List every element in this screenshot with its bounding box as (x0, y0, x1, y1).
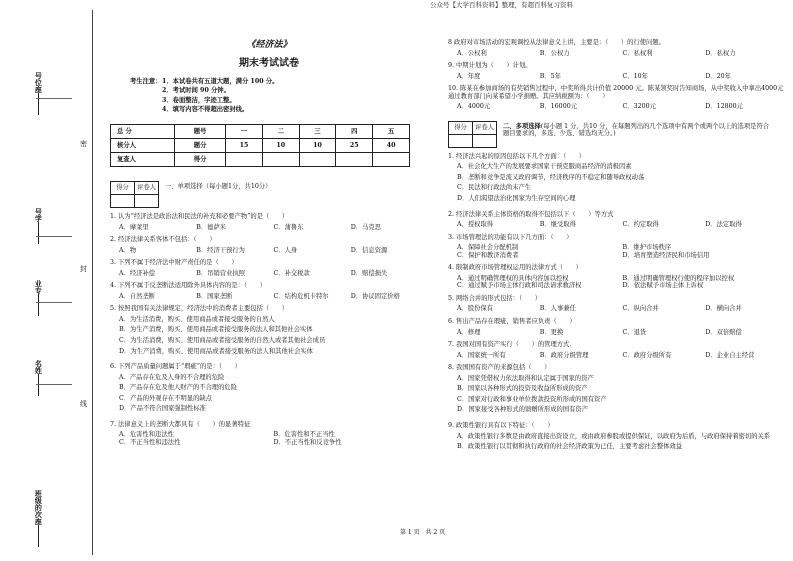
answer-option: B．通过明确管理权行使的程序加以控权 (622, 274, 735, 282)
question-text: 2. 经济法律关系客体不包括：（ ） (110, 236, 216, 244)
seal-char-mi: 密 (80, 140, 87, 148)
answer-option: B．产品存在危及他人财产的不合理的危险 (119, 384, 237, 392)
option-list (119, 247, 428, 255)
option-list (457, 73, 788, 81)
answer-option: B．吊销营业执照 (196, 269, 245, 277)
answer-option: C．补交税款 (273, 269, 310, 277)
option-list (457, 352, 788, 360)
answer-option: A．年度 (457, 72, 481, 80)
question-text: 1. 经济法兴起的原因包括以下几个方面：（ ） (448, 152, 586, 160)
score-table (110, 124, 410, 167)
margin-label-student-id: 号学 (34, 208, 42, 244)
left-question-list (110, 213, 428, 446)
question (448, 234, 788, 260)
question-text: 4. 限制政府市场管理权运用的法律方式（ ） (448, 264, 582, 272)
section-1-title: 一、单项选择（每小题1分，共10分） (165, 182, 272, 190)
answer-option: C．保护和教济消费者 (457, 251, 519, 259)
answer-option: A．危害性和违法性 (119, 431, 174, 439)
answer-option: A．摩莱里 (119, 223, 149, 231)
answer-option: D．横向合并 (705, 305, 742, 313)
question-text: 9. 政策性银行具有以下特征：（ ） (448, 421, 554, 429)
margin-label-seat: 号位座 (34, 72, 42, 115)
question (448, 318, 788, 336)
answer-option: A．社会化大生产的发展要求国家干预克服商品经济的消极因素 (457, 163, 632, 171)
answer-option: D．产品不符合国家强制性标准 (119, 405, 206, 413)
answer-option: D．12800元 (705, 103, 743, 111)
question-text: 9. 中期计划为（ ）计划。 (448, 62, 532, 70)
answer-option: B．政府分级管理 (539, 351, 589, 359)
answer-option: B．德萨米 (196, 223, 227, 231)
right-question-list-2 (448, 153, 788, 454)
answer-option: A．保障社会分配机制 (457, 244, 519, 252)
question-text: 6. 售出产品存在瑕疵，销售者应负责（ ） (448, 318, 576, 326)
question-text: 6. 下列产品质量问题属于“瑕疵”的是：（ ） (110, 363, 241, 371)
margin-label-class: 班级的次座 (34, 490, 42, 547)
answer-option: A．自然垄断 (119, 292, 156, 300)
question (448, 85, 788, 111)
answer-option: A．股份保有 (457, 305, 494, 313)
answer-option: C．纵向合并 (622, 305, 659, 313)
question (448, 341, 788, 359)
answer-option: D．国家接受各种形式的馈赠所形成的国有资产 (457, 406, 588, 414)
question (448, 62, 788, 80)
answer-option: B．国家以各种形式的投资及收益所形成的资产 (457, 385, 588, 393)
table-row: 总 分 题号 一 二 三 四 五 (111, 124, 410, 138)
exam-notes: 考生注意： 1．本试卷共有五道大题，满分 100 分。 2．考试时间 90 分钟。 3．卷面整洁，字迹工整。 4．填写内容不得超出密封线。 (130, 77, 279, 114)
answer-option: C．退货 (622, 328, 647, 336)
option-list (457, 275, 788, 290)
option-list (457, 221, 788, 229)
answer-option: B．经济干预行为 (196, 246, 245, 254)
option-list (119, 270, 428, 278)
question (448, 39, 788, 57)
section-2-title: 二、多项选择(每小题 1 分，共10 分，在每题列出的几个选项中有两个或两个以上的选项是符合题目要求的，多选、少选、错选均无分。) (503, 122, 770, 138)
option-list (457, 329, 788, 337)
answer-option: B．继受取得 (539, 221, 576, 229)
answer-option: B．人事兼任 (539, 305, 576, 313)
question (448, 295, 788, 313)
answer-option: D．私权力 (705, 49, 736, 57)
question (448, 211, 788, 229)
answer-option: D．20年 (705, 72, 731, 80)
question-text: 1. 认为“经济法是政治法和民法的补充和必要产物”的是（ ） (110, 212, 289, 220)
answer-option: A．产品存在危及人身的不合理的危险 (119, 373, 225, 381)
answer-option: D．人们渴望法治化国家为生存空间的心理 (457, 195, 576, 203)
option-list (119, 316, 428, 358)
question (110, 363, 428, 416)
question-text: 3. 下列不属于经济法中财产责任的是（ ） (110, 259, 238, 267)
answer-option: C．约定取得 (622, 221, 659, 229)
answer-option: D．企业自主经营 (705, 351, 755, 359)
answer-option: C．蒲鲁东 (273, 223, 304, 231)
top-note: 公众号【大学百科资料】整理，有超百科复习资料 (430, 1, 573, 9)
binding-margin (0, 0, 92, 561)
grader-box: 得分 评卷人 (448, 121, 497, 148)
answer-option: C．政府分级所有 (622, 351, 672, 359)
answer-option: A．物 (119, 246, 137, 254)
table-row: 复查人 得分 (111, 152, 410, 166)
answer-option: C．10年 (622, 72, 648, 80)
option-list (457, 50, 788, 58)
answer-option: D．信息资源 (350, 246, 388, 254)
answer-option: B．公权力 (539, 49, 570, 57)
answer-option: D．赔偿损失 (350, 269, 388, 277)
seal-char-xian: 线 (80, 400, 87, 408)
option-list (457, 305, 788, 313)
answer-option: D．双倍赔偿 (705, 328, 742, 336)
exam-title: 《经济法》 (246, 40, 292, 50)
question-text: 7. 我国对国有资产实行（ ）的管理方式． (448, 341, 576, 349)
question (110, 421, 428, 447)
option-list (119, 293, 428, 301)
question (110, 305, 428, 358)
answer-option: C．人身 (273, 246, 298, 254)
option-list (457, 375, 788, 417)
section-2-header (448, 121, 788, 148)
question-text: 4. 下列不属于反垄断法适用除外具体内容的是：（ ） (110, 282, 266, 290)
right-question-list-1 (448, 39, 788, 111)
answer-option: A．为生活消费，购买、使用商品或者接受服务的自然人 (119, 315, 275, 323)
answer-option: C．国家对行政和事业单位拨款投资所形成的国有资产 (457, 395, 607, 403)
question-text: 7. 法律意义上的垄断大都具有（ ）的显著特征 (110, 420, 251, 428)
exam-subtitle: 期末考试试卷 (239, 57, 299, 69)
answer-option: C．为生活消费，购买、使用商品或者接受服务的自然人或者其他社会成员 (119, 337, 326, 344)
answer-option: A．4000元 (457, 103, 491, 111)
answer-option: A．经济补偿 (119, 269, 156, 277)
answer-option: B．更换 (539, 328, 564, 336)
question-text: 10. 陈某在参加商场的有奖销售过程中，中奖所得共计价值 20000 元。陈某领奖时告知商场，从中奖收入中拿出4000元通过教育部门向某希望小学捐赠。其应纳税额为：（ ） (448, 85, 784, 100)
question (448, 422, 788, 454)
answer-option: D．为生产消费，购买、使用商品或者接受服务的法人和其他社会实体 (119, 347, 313, 355)
answer-option: B．5年 (539, 72, 561, 80)
answer-option: B．为生产消费，购买、使用商品或者接受服务的法人和其他社会实体 (119, 326, 313, 334)
margin-label-name: 名姓 (34, 360, 42, 396)
option-list (457, 163, 788, 205)
option-list (119, 224, 428, 232)
question (448, 364, 788, 417)
answer-option: C．产品的外观存在不明显的缺点 (119, 394, 212, 402)
question-text: 8 政府对市场活动的宏观调控从法律意义上讲，主要是：（ ）的行使问题。 (448, 39, 665, 46)
option-list (119, 431, 428, 446)
answer-option: A．公权利 (457, 49, 487, 57)
seal-char-feng: 封 (80, 265, 87, 273)
seal-line (92, 10, 93, 555)
answer-option: B．政策性银行以贯彻和执行政府的社会经济政策为已任，主要考虑社会整体效益 (457, 443, 683, 451)
question (448, 264, 788, 290)
question (110, 236, 428, 254)
question-text: 2. 经济法律关系主体资格的取得不包括以下（ ）等方式 (448, 210, 614, 218)
answer-option: C．民法和行政法尚未产生 (457, 184, 532, 192)
answer-option: C．私权利 (622, 49, 653, 57)
question (110, 213, 428, 231)
answer-option: B．危害性和不正当性 (273, 431, 335, 439)
answer-option: D．马克思 (350, 223, 381, 231)
question (110, 259, 428, 277)
answer-option: A．修理 (457, 328, 481, 336)
question (110, 282, 428, 300)
answer-option: D．法定取得 (705, 221, 742, 229)
question-text: 5. 网络合并的形式包括：（ ） (448, 294, 542, 302)
option-list (457, 433, 788, 454)
answer-option: B．垄断和竞争是流又政府调节，经济秩序的不稳定和随导政权动荡 (457, 173, 645, 181)
answer-option: B．维护市场秩序 (622, 244, 672, 252)
answer-option: D．培育塑造经济民和市场信用 (622, 251, 710, 259)
margin-label-major: 业专 (34, 280, 42, 316)
answer-option: C．不正当性和违法性 (119, 438, 181, 446)
grader-box: 得分 评卷人 (110, 181, 159, 208)
answer-option: A．政策性银行多数是由政府直接出资设立，或由政府参股或提供保证，以政府为后盾，与政府保持着密切的关系 (457, 432, 771, 440)
answer-option: A．授权取得 (457, 221, 494, 229)
right-column (448, 34, 788, 454)
answer-option: B．国家垄断 (196, 292, 233, 300)
answer-option: A．国家凭借权力依法取得和认定属于国家的资产 (457, 374, 594, 382)
question (448, 153, 788, 206)
answer-option: A．通过明确管理权的具体内容加以控权 (457, 274, 569, 282)
answer-option: C．通过赋予市场主体行政和司法请求救济权 (457, 282, 582, 290)
option-list (119, 374, 428, 416)
table-row: 核分人 题分 15 10 10 25 40 (111, 138, 410, 152)
answer-option: D．不正当性和反竞争性 (273, 438, 342, 446)
question-text: 3. 市场管理法的功能有以下几方面：（ ） (448, 233, 573, 241)
question-text: 8. 我国国有资产的来源包括（ ） (448, 364, 551, 372)
question-text: 5. 按照我国有关法律规定，经济法中的消费者主要包括（ ） (110, 305, 289, 313)
answer-option: D．依法赋予市场主体上诉权 (622, 282, 704, 290)
answer-option: C．结构危机卡特尔 (273, 292, 329, 300)
option-list (457, 244, 788, 259)
answer-option: C．3200元 (622, 103, 656, 111)
answer-option: A．国家统一所有 (457, 351, 506, 359)
option-list (457, 103, 788, 111)
section-1-header (110, 181, 428, 208)
answer-option: D．协议固定价格 (350, 292, 400, 300)
left-column (110, 40, 428, 446)
answer-option: B．16000元 (539, 103, 578, 111)
page-footer: 第 1 页 共 2 页 (400, 529, 446, 536)
